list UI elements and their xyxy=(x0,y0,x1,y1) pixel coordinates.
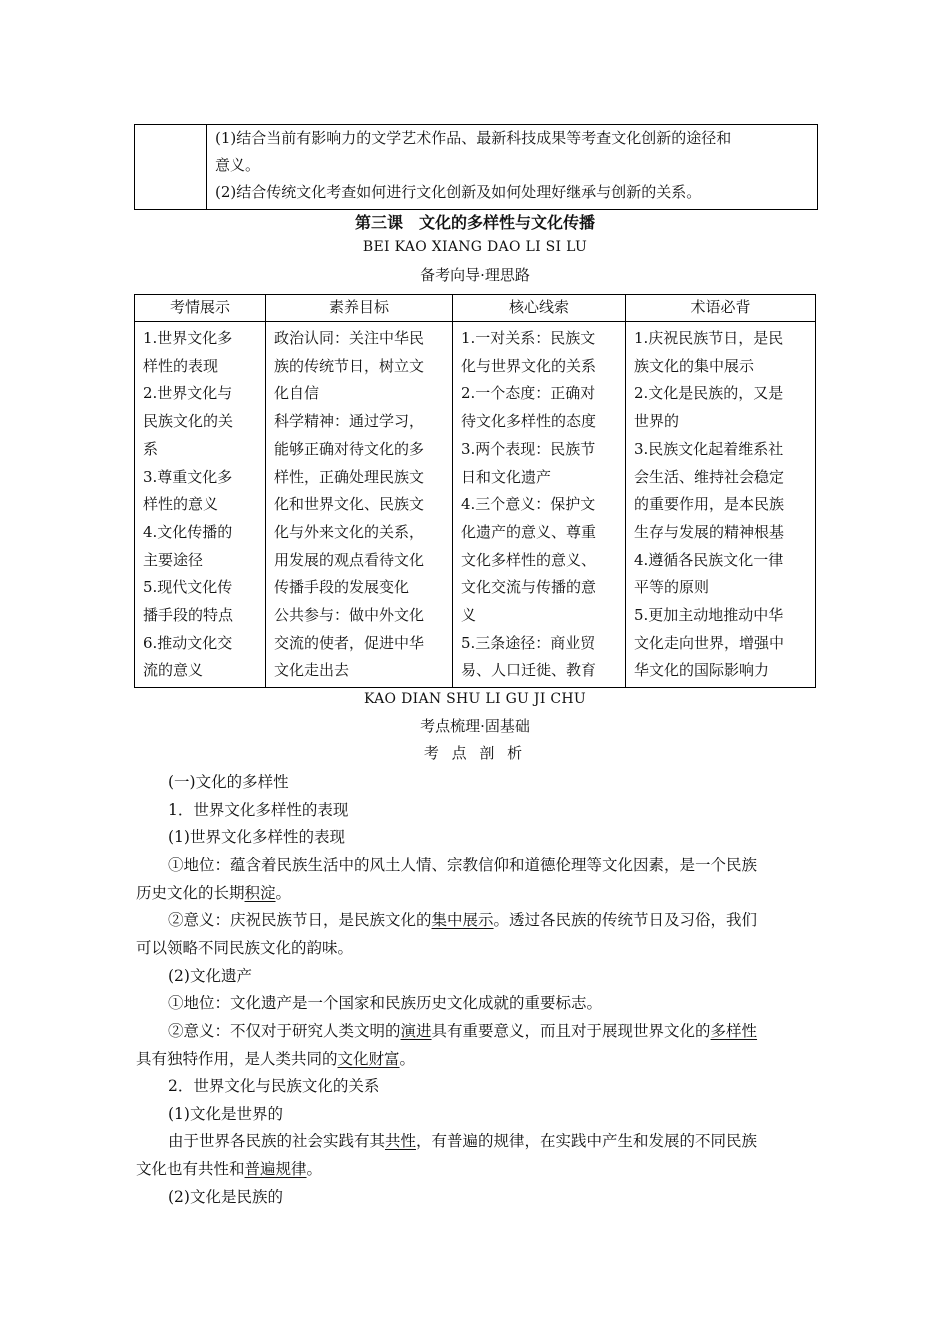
subheading: (2)文化是民族的 xyxy=(168,1188,283,1206)
paragraph-line: ①地位：蕴含着民族生活中的风土人情、宗教信仰和道德伦理等文化因素，是一个民族 xyxy=(168,856,758,874)
cell-line: 系 xyxy=(143,439,159,458)
cell-line: 样性的表现 xyxy=(143,356,219,375)
text-run: ②意义：不仅对于研究人类文明的 xyxy=(168,1022,401,1040)
cell-line: 化与世界文化的关系 xyxy=(461,356,597,375)
section1-title: 备考向导·理思路 xyxy=(420,266,530,284)
cell-line: 易、人口迁徙、教育 xyxy=(461,661,597,680)
cell-line: 1.一对关系：民族文 xyxy=(461,329,596,347)
cell-line: 族文化的集中展示 xyxy=(634,356,755,375)
top-exam-table xyxy=(134,124,818,210)
subheading: (1)世界文化多样性的表现 xyxy=(168,828,345,846)
underlined-term: 演进 xyxy=(400,1022,432,1040)
top-table-content-cell xyxy=(215,125,811,206)
column-header: 术语必背 xyxy=(626,295,815,322)
cell-line: 播手段的特点 xyxy=(143,606,234,625)
heading-world-national-relationship: 2．世界文化与民族文化的关系 xyxy=(168,1077,380,1095)
cell-line: 2.一个态度：正确对 xyxy=(461,384,596,403)
guide-column-terms xyxy=(626,295,815,687)
section2-subtitle: 考 点 剖 析 xyxy=(423,744,527,762)
text-run: 。 xyxy=(399,1050,416,1068)
heading-world-culture-diversity: 1．世界文化多样性的表现 xyxy=(168,801,349,819)
top-table-label-cell xyxy=(135,125,207,209)
lesson-title: 第三课 文化的多样性与文化传播 xyxy=(354,213,595,232)
paragraph-line xyxy=(136,880,291,908)
cell-line: 平等的原则 xyxy=(634,578,710,597)
cell-line: 生存与发展的精神根基 xyxy=(634,522,785,541)
paragraph-line: ①地位：文化遗产是一个国家和民族历史文化成就的重要标志。 xyxy=(168,994,603,1012)
cell-line: 文化多样性的意义、 xyxy=(461,550,597,569)
cell-line: 化自信 xyxy=(274,384,320,403)
column-header: 素养目标 xyxy=(266,295,452,322)
underlined-term: 集中展示 xyxy=(431,911,494,929)
section2-pinyin: KAO DIAN SHU LI GU JI CHU xyxy=(363,691,587,707)
heading-cultural-diversity: (一)文化的多样性 xyxy=(168,773,289,791)
paragraph-line xyxy=(168,1128,757,1156)
underlined-term: 普遍规律 xyxy=(244,1160,307,1178)
cell-line: 2.文化是民族的，又是 xyxy=(634,384,784,403)
paragraph-line: 可以领略不同民族文化的韵味。 xyxy=(136,939,354,957)
cell-line: 会生活、维持社会稳定 xyxy=(634,467,785,486)
cell-line: 4.文化传播的 xyxy=(143,522,233,541)
cell-line: 6.推动文化交 xyxy=(143,633,233,652)
cell-line: 4.三个意义：保护文 xyxy=(461,495,596,514)
paragraph-line xyxy=(136,1156,322,1184)
cell-line: 3.民族文化起着维系社 xyxy=(634,439,784,458)
cell-line: 1.庆祝民族节日，是民 xyxy=(634,329,784,347)
subheading: (2)文化遗产 xyxy=(168,967,252,985)
cell-line: 流的意义 xyxy=(143,661,204,680)
text-run: 由于世界各民族的社会实践有其 xyxy=(168,1132,386,1150)
paragraph-line xyxy=(168,907,757,935)
cell-line: 用发展的观点看待文化 xyxy=(274,550,425,569)
top-table-line: (2)结合传统文化考查如何进行文化创新及如何处理好继承与创新的关系。 xyxy=(215,183,702,201)
cell-line: 交流的使者，促进中华 xyxy=(274,633,425,652)
section2-title: 考点梳理·固基础 xyxy=(420,717,530,735)
cell-line: 传播手段的发展变化 xyxy=(274,578,410,597)
cell-line: 1.世界文化多 xyxy=(143,329,233,347)
cell-line: 文化走出去 xyxy=(274,661,350,680)
text-run: 。 xyxy=(275,884,292,902)
cell-line: 日和文化遗产 xyxy=(461,467,552,486)
cell-line: 的重要作用，是本民族 xyxy=(634,495,785,514)
cell-line: 义 xyxy=(461,606,477,625)
underlined-term: 共性 xyxy=(385,1132,417,1150)
underlined-term: 积淀 xyxy=(244,884,276,902)
cell-line: 样性的意义 xyxy=(143,495,219,514)
cell-line: 5.三条途径：商业贸 xyxy=(461,633,596,652)
cell-line: 化遗产的意义、尊重 xyxy=(461,522,597,541)
cell-line: 2.世界文化与 xyxy=(143,384,233,403)
paragraph-line xyxy=(168,1018,757,1046)
cell-line: 样性，正确处理民族文 xyxy=(274,467,425,486)
guide-column-literacy xyxy=(266,295,453,687)
cell-line: 化和世界文化、民族文 xyxy=(274,495,425,514)
section1-pinyin: BEI KAO XIANG DAO LI SI LU xyxy=(362,239,588,255)
column-header: 核心线索 xyxy=(453,295,625,322)
underlined-term: 文化财富 xyxy=(337,1050,400,1068)
text-run: ，有普遍的规律，在实践中产生和发展的不同民族 xyxy=(416,1132,758,1150)
text-run: 具有独特作用，是人类共同的 xyxy=(136,1050,338,1068)
cell-line: 政治认同：关注中华民 xyxy=(274,329,425,347)
text-run: 文化也有共性和 xyxy=(136,1160,245,1178)
cell-line: 4.遵循各民族文化一律 xyxy=(634,550,784,569)
cell-line: 世界的 xyxy=(634,412,680,431)
text-run: 历史文化的长期 xyxy=(136,884,245,902)
cell-line: 族的传统节日，树立文 xyxy=(274,356,425,375)
text-run: ②意义：庆祝民族节日，是民族文化的 xyxy=(168,911,432,929)
cell-line: 化与外来文化的关系， xyxy=(274,522,425,541)
cell-line: 科学精神：通过学习， xyxy=(274,412,425,431)
cell-line: 能够正确对待文化的多 xyxy=(274,439,425,458)
cell-line: 公共参与：做中外文化 xyxy=(274,606,425,625)
paragraph-line xyxy=(136,1046,415,1074)
underlined-term: 多样性 xyxy=(710,1022,758,1040)
guide-table xyxy=(134,294,816,688)
cell-line: 文化走向世界，增强中 xyxy=(634,633,785,652)
cell-line: 待文化多样性的态度 xyxy=(461,412,597,431)
cell-line: 5.现代文化传 xyxy=(143,578,233,597)
cell-line: 华文化的国际影响力 xyxy=(634,661,770,680)
cell-line: 3.两个表现：民族节 xyxy=(461,439,596,458)
top-table-line: (1)结合当前有影响力的文学艺术作品、最新科技成果等考查文化创新的途径和 xyxy=(215,129,732,147)
cell-line: 3.尊重文化多 xyxy=(143,467,233,486)
text-run: 。透过各民族的传统节日及习俗，我们 xyxy=(493,911,758,929)
subheading: (1)文化是世界的 xyxy=(168,1105,283,1123)
top-table-line: 意义。 xyxy=(215,156,261,174)
column-header: 考情展示 xyxy=(135,295,265,322)
cell-line: 文化交流与传播的意 xyxy=(461,578,597,597)
cell-line: 主要途径 xyxy=(143,550,204,569)
guide-column-clues xyxy=(453,295,626,687)
text-run: 具有重要意义，而且对于展现世界文化的 xyxy=(431,1022,711,1040)
cell-line: 5.更加主动地推动中华 xyxy=(634,606,784,625)
text-run: 。 xyxy=(306,1160,323,1178)
cell-line: 民族文化的关 xyxy=(143,412,234,431)
guide-column-exam xyxy=(135,295,266,687)
